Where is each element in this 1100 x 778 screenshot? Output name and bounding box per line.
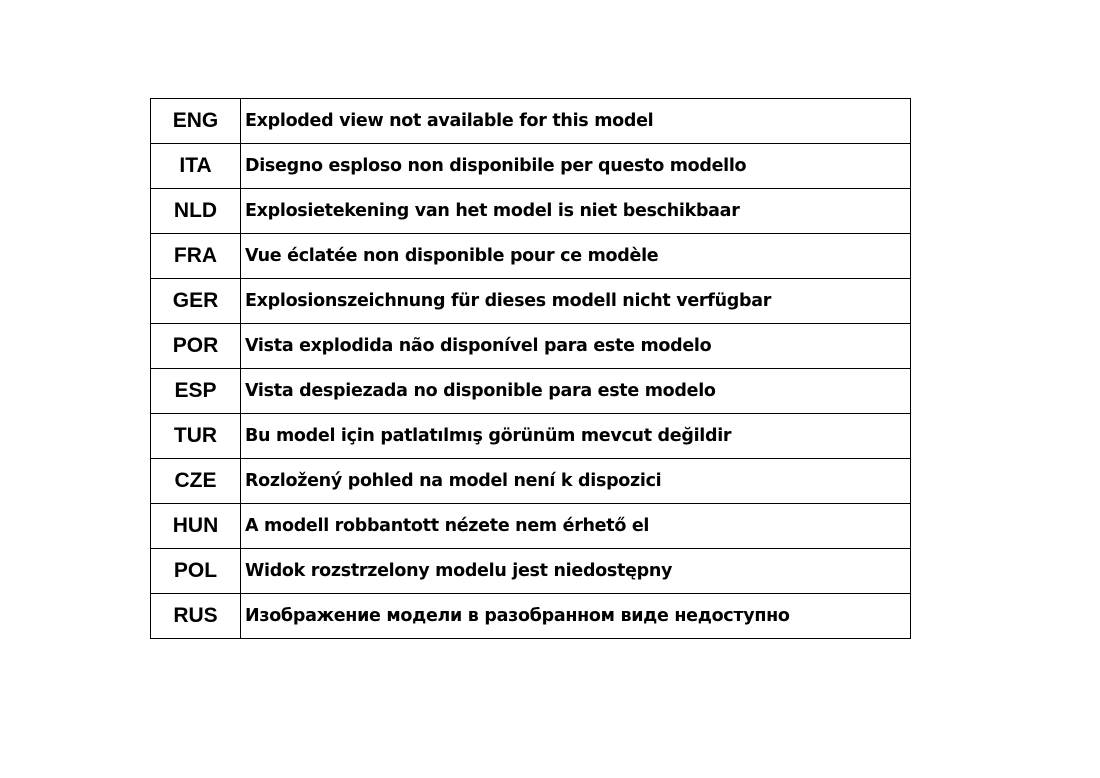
notice-text: Vista explodida não disponível para este modelo [241,324,911,369]
table-row [151,549,911,594]
notice-text: A modell robbantott nézete nem érhető el [241,504,911,549]
notice-text: Exploded view not available for this model [241,99,911,144]
language-notice-table [150,98,911,639]
table-row [151,144,911,189]
table-row [151,369,911,414]
language-code: TUR [151,414,241,459]
notice-text: Explosionszeichnung für dieses modell nicht verfügbar [241,279,911,324]
language-code: ITA [151,144,241,189]
notice-text: Vista despiezada no disponible para este modelo [241,369,911,414]
notice-text: Explosietekening van het model is niet beschikbaar [241,189,911,234]
table-row [151,459,911,504]
table-row [151,279,911,324]
table-row [151,189,911,234]
table-row [151,324,911,369]
language-code: NLD [151,189,241,234]
language-code: GER [151,279,241,324]
table-row [151,99,911,144]
notice-text: Vue éclatée non disponible pour ce modèle [241,234,911,279]
notice-text: Widok rozstrzelony modelu jest niedostępny [241,549,911,594]
language-code: FRA [151,234,241,279]
table-row [151,414,911,459]
language-code: ENG [151,99,241,144]
notice-text: Bu model için patlatılmış görünüm mevcut değildir [241,414,911,459]
table-row [151,504,911,549]
table-row [151,234,911,279]
notice-text: Rozložený pohled na model není k dispozici [241,459,911,504]
language-code: RUS [151,594,241,639]
notice-text: Изображение модели в разобранном виде недоступно [241,594,911,639]
language-code: ESP [151,369,241,414]
language-code: POR [151,324,241,369]
language-code: POL [151,549,241,594]
notice-text: Disegno esploso non disponibile per questo modello [241,144,911,189]
language-code: HUN [151,504,241,549]
table-row [151,594,911,639]
language-code: CZE [151,459,241,504]
